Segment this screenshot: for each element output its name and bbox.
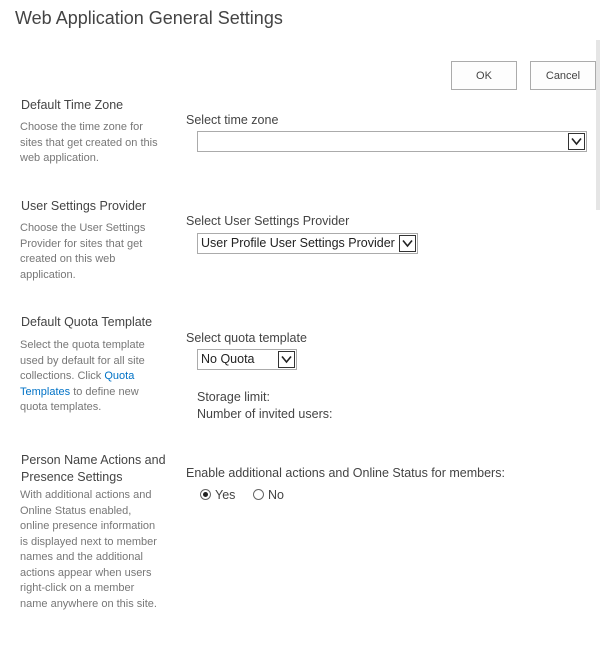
quota-description	[20, 338, 160, 416]
page-title: Web Application General Settings	[15, 8, 283, 28]
presence-field-label: Enable additional actions and Online Status for members:	[186, 466, 505, 480]
quota-description-text: Select the quota template used by default for all site collections. Click	[20, 339, 145, 382]
timezone-heading: Default Time Zone	[21, 98, 124, 112]
storage-limit-label: Storage limit:	[197, 390, 270, 404]
chevron-down-icon	[278, 351, 295, 368]
ok-button[interactable]: OK	[451, 61, 517, 90]
presence-yes-label: Yes	[215, 488, 236, 502]
quota-select[interactable]	[197, 349, 297, 370]
timezone-description: Choose the time zone for sites that get created on this web application.	[20, 121, 158, 164]
presence-no-radio[interactable]	[253, 489, 264, 500]
user-settings-field-label: Select User Settings Provider	[186, 214, 350, 228]
timezone-select[interactable]	[197, 131, 587, 152]
scrollbar[interactable]	[596, 40, 600, 210]
quota-select-value: No Quota	[201, 352, 255, 366]
quota-field-label: Select quota template	[186, 331, 307, 345]
user-settings-heading: User Settings Provider	[21, 199, 147, 213]
user-settings-select-value: User Profile User Settings Provider	[201, 236, 395, 250]
timezone-field-label: Select time zone	[186, 113, 279, 127]
quota-heading: Default Quota Template	[21, 315, 153, 329]
user-settings-description: Choose the User Settings Provider for sites that get created on this web application.	[20, 222, 146, 281]
chevron-down-icon	[568, 133, 585, 150]
invited-users-label: Number of invited users:	[197, 407, 333, 421]
cancel-button[interactable]: Cancel	[530, 61, 596, 90]
presence-heading: Person Name Actions and Presence Settings	[21, 453, 166, 484]
quota-description-text-end: to define new quota templates.	[20, 385, 139, 413]
presence-description: With additional actions and Online Status enabled, online presence information is displayed next to member names and the additional actions appear when users right-click on a member name anywhere on this site.	[20, 489, 157, 610]
user-settings-select[interactable]	[197, 233, 418, 254]
presence-no-label: No	[268, 488, 284, 502]
chevron-down-icon	[399, 235, 416, 252]
presence-yes-radio[interactable]	[200, 489, 211, 500]
quota-templates-link[interactable]: Quota Templates	[20, 370, 135, 398]
